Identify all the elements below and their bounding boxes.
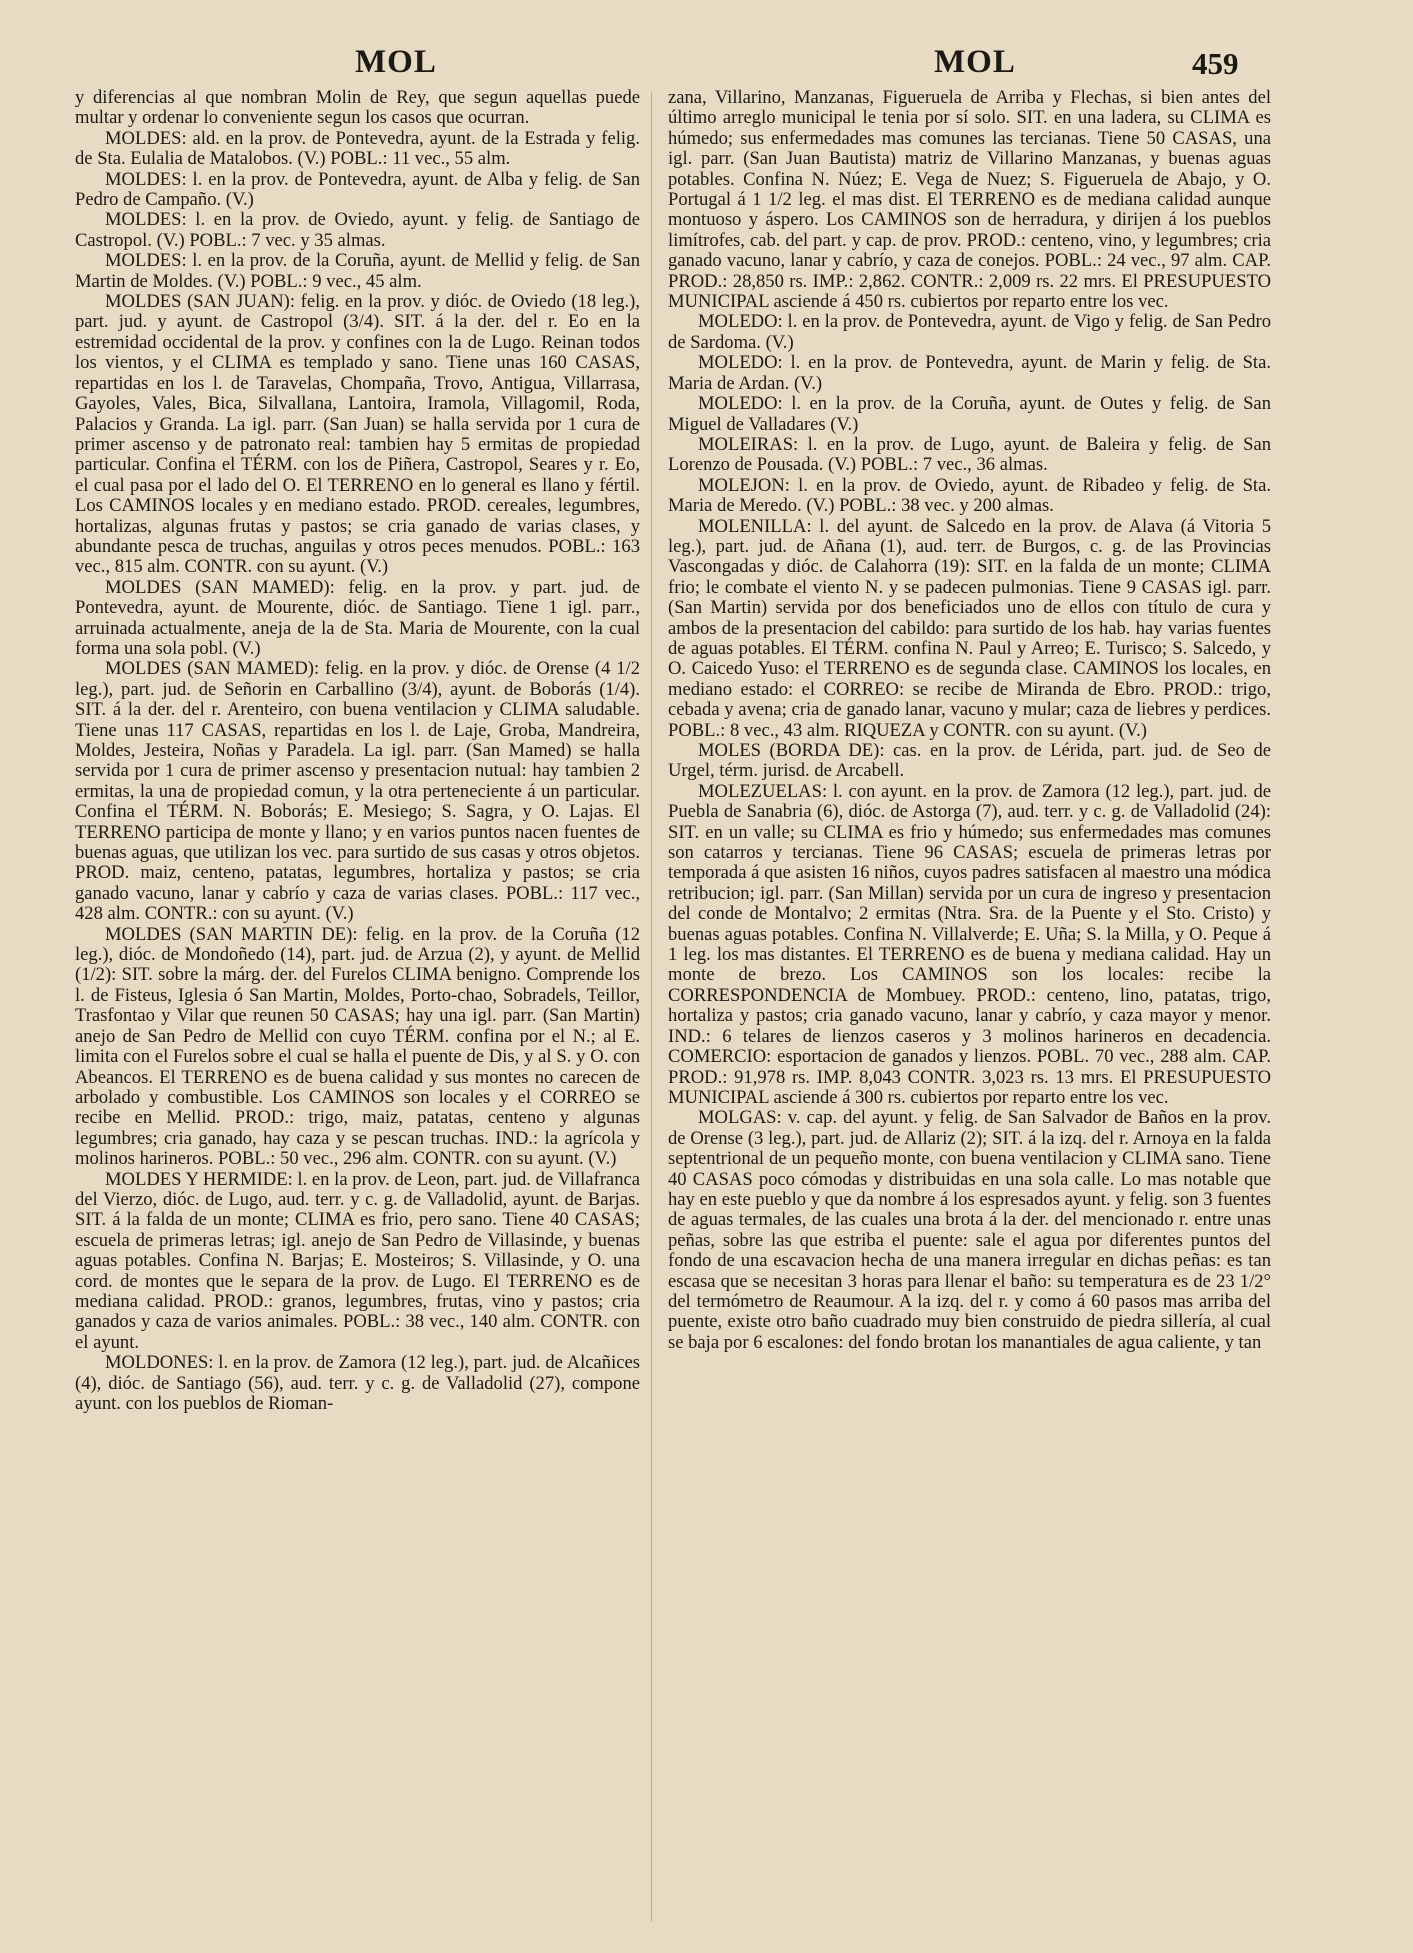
entry-paragraph: MOLEDO: l. en la prov. de Pontevedra, ayunt. de Marin y felig. de Sta. Maria de Ardan. (V.) <box>668 352 1271 394</box>
entry-paragraph: MOLENILLA: l. del ayunt. de Salcedo en la prov. de Alava (á Vitoria 5 leg.), part. jud. de Añana (1), aud. terr. de Burgos, c. g. de las Provincias Vascongadas y dióc. de Calahorra (19): SIT. en la falda de un monte; CLIMA frio; le combate el viento N. y se padecen pulmonias. Tiene 9 CASAS igl. parr. (San Martin) servida por dos beneficiados uno de ellos con título de cura y ambos de la presentacion del cabildo: para surtido de los hab. hay varias fuentes de aguas potables. El TÉRM. confina N. Paul y Arreo; E. Turisco; S. Salcedo, y O. Caicedo Yuso: el TERRENO es de segunda clase. CAMINOS los locales, en mediano estado: el CORREO: se recibe de Miranda de Ebro. PROD.: trigo, cebada y avena; cria de ganado lanar, vacuno y mular; caza de liebres y perdices. POBL.: 8 vec., 43 alm. RIQUEZA y CONTR. con su ayunt. (V.) <box>668 515 1271 741</box>
entry-paragraph: MOLGAS: v. cap. del ayunt. y felig. de San Salvador de Baños en la prov. de Orense (3 leg.), part. jud. de Allariz (2); SIT. á la izq. del r. Arnoya en la falda septentrional de un pequeño monte, con buena ventilacion y CLIMA sano. Tiene 40 CASAS poco cómodas y distribuidas en una sola calle. Lo mas notable que hay en este pueblo y que da nombre á los espresados ayunt. y felig. son 3 fuentes de aguas termales, de las cuales una brota á la der. del mencionado r. entre unas peñas, sobre las que estriba el puente: sale el agua por diferentes puntos del fondo de una escavacion hecha de una manera irregular en dichas peñas: es tan escasa que se necesitan 3 horas para llenar el baño: su temperatura es de 23 1/2° del termómetro de Reaumour. A la izq. del r. y como á 60 pasos mas arriba del puente, existe otro baño cuadrado muy bien construido de piedra sillería, al cual se baja por 6 escalones: del fondo brotan los manantiales de agua caliente, y tan <box>668 1107 1271 1353</box>
entry-paragraph: MOLDES (SAN MAMED): felig. en la prov. y part. jud. de Pontevedra, ayunt. de Mourente, dióc. de Santiago. Tiene 1 igl. parr., arruinada actualmente, aneja de la de Sta. Maria de Mourente, con la cual forma una sola pobl. (V.) <box>75 576 640 659</box>
entry-paragraph: MOLES (BORDA DE): cas. en la prov. de Lérida, part. jud. de Seo de Urgel, térm. jurisd. de Arcabell. <box>668 740 1271 782</box>
entry-paragraph: y diferencias al que nombran Molin de Rey, que segun aquellas puede multar y ordenar lo conveniente segun los casos que ocurran. <box>75 87 640 129</box>
entry-paragraph: MOLEZUELAS: l. con ayunt. en la prov. de Zamora (12 leg.), part. jud. de Puebla de Sanabria (6), dióc. de Astorga (7), aud. terr. y c. g. de Valladolid (24): SIT. en un valle; su CLIMA es frio y húmedo; sus enfermedades mas comunes son catarros y tercianas. Tiene 96 CASAS; escuela de primeras letras por temporada á que asisten 16 niños, cuyos padres satisfacen al maestro una módica retribucion; igl. parr. (San Millan) servida por un cura de ingreso y presentacion del conde de Montalvo; 2 ermitas (Ntra. Sra. de la Puente y el Sto. Cristo) y buenas aguas potables. Confina N. Villalverde; E. Uña; S. la Milla, y O. Peque á 1 leg. los mas distantes. El TERRENO es de buena y mediana calidad. Hay un monte de brezo. Los CAMINOS son los locales: recibe la CORRESPONDENCIA de Mombuey. PROD.: centeno, lino, patatas, trigo, hortaliza y pastos; cria ganado vacuno, lanar y cabrío, y caza mayor y menor. IND.: 6 telares de lienzos caseros y 3 molinos harineros en decadencia. COMERCIO: esportacion de ganados y lienzos. POBL. 70 vec., 288 alm. CAP. PROD.: 91,978 rs. IMP. 8,043 CONTR. 3,023 rs. 13 mrs. El PRESUPUESTO MUNICIPAL asciende á 300 rs. cubiertos por reparto entre los vec. <box>668 780 1271 1108</box>
entry-paragraph: zana, Villarino, Manzanas, Figueruela de Arriba y Flechas, si bien antes del último arreglo municipal le tenia por sí solo. SIT. en una ladera, su CLIMA es húmedo; sus enfermedades mas comunes las tercianas. Tiene 50 CASAS, una igl. parr. (San Juan Bautista) matriz de Villarino Manzanas, y buenas aguas potables. Confina N. Núez; E. Vega de Nuez; S. Figueruela de Abajo, y O. Portugal á 1 1/2 leg. el mas dist. El TERRENO es de mediana calidad aunque montuoso y áspero. Los CAMINOS son de herradura, y dirijen á los pueblos limítrofes, cab. del part. y cap. de prov. PROD.: centeno, vino, y legumbres; cria ganado vacuno, lanar y cabrío, y caza de conejos. POBL.: 24 vec., 97 alm. CAP. PROD.: 28,850 rs. IMP.: 2,862. CONTR.: 2,009 rs. 22 mrs. El PRESUPUESTO MUNICIPAL asciende á 450 rs. cubiertos por reparto entre los vec. <box>668 87 1271 313</box>
entry-paragraph: MOLDES: l. en la prov. de Oviedo, ayunt. y felig. de Santiago de Castropol. (V.) POBL.: 7 vec. y 35 almas. <box>75 209 640 251</box>
entry-paragraph: MOLEDO: l. en la prov. de Pontevedra, ayunt. de Vigo y felig. de San Pedro de Sardoma. (V.) <box>668 311 1271 353</box>
entry-paragraph: MOLEJON: l. en la prov. de Oviedo, ayunt. de Ribadeo y felig. de Sta. Maria de Meredo. (V.) POBL.: 38 vec. y 200 almas. <box>668 474 1271 517</box>
entry-paragraph: MOLDES Y HERMIDE: l. en la prov. de Leon, part. jud. de Villafranca del Vierzo, dióc. de Lugo, aud. terr. y c. g. de Valladolid, ayunt. de Barjas. SIT. á la falda de un monte; CLIMA es frio, pero sano. Tiene 40 CASAS; escuela de primeras letras; igl. anejo de San Pedro de Villasinde, y buenas aguas potables. Confina N. Barjas; E. Mosteiros; S. Villasinde, y O. una cord. de montes que le separa de la prov. de Lugo. El TERRENO es de mediana calidad. PROD.: granos, legumbres, frutas, vino y pastos; cria ganados y caza de varios animales. POBL.: 38 vec., 140 alm. CONTR. con el ayunt. <box>75 1168 640 1353</box>
entry-paragraph: MOLDES (SAN JUAN): felig. en la prov. y dióc. de Oviedo (18 leg.), part. jud. y ayunt. de Castropol (3/4). SIT. á la der. del r. Eo en la estremidad occidental de la prov. y confines con la de Lugo. Reinan todos los vientos, y el CLIMA es templado y sano. Tiene unas 160 CASAS, repartidas en los l. de Taravelas, Chompaña, Trovo, Antigua, Villarrasa, Gayoles, Vales, Bica, Silvallana, Lantoira, Iramola, Villagomil, Roda, Palacios y Granda. La igl. parr. (San Juan) se halla servida por 1 cura de primer ascenso y de patronato real: tambien hay 5 ermitas de propiedad particular. Confina el TÉRM. con los de Piñera, Castropol, Seares y r. Eo, el cual pasa por el lado del O. El TERRENO en lo general es llano y fértil. Los CAMINOS locales y en mediano estado. PROD. cereales, legumbres, hortalizas, algunas frutas y pastos; se cria ganado de varias clases, y abundante pesca de truchas, anguilas y otros peces menudos. POBL.: 163 vec., 815 alm. CONTR. con su ayunt. (V.) <box>75 291 640 578</box>
left-column <box>75 88 640 1414</box>
entry-paragraph: MOLEIRAS: l. en la prov. de Lugo, ayunt. de Baleira y felig. de San Lorenzo de Pousada. (V.) POBL.: 7 vec., 36 almas. <box>668 433 1271 476</box>
running-header-left: MOL <box>355 44 437 80</box>
entry-paragraph: MOLDONES: l. en la prov. de Zamora (12 leg.), part. jud. de Alcañices (4), dióc. de Santiago (56), aud. terr. y c. g. de Valladolid (27), compone ayunt. con los pueblos de Rioman- <box>75 1352 640 1414</box>
running-header-right: MOL <box>934 44 1016 80</box>
right-column <box>668 88 1271 1353</box>
entry-paragraph: MOLDES: l. en la prov. de la Coruña, ayunt. de Mellid y felig. de San Martin de Moldes. (V.) POBL.: 9 vec., 45 alm. <box>75 250 640 292</box>
entry-paragraph: MOLDES (SAN MAMED): felig. en la prov. y dióc. de Orense (4 1/2 leg.), part. jud. de Señorin en Carballino (3/4), ayunt. de Boborás (1/4). SIT. á la der. del r. Arenteiro, con buena ventilacion y CLIMA saludable. Tiene unas 117 CASAS, repartidas en los l. de Laje, Groba, Mandreira, Moldes, Jesteira, Noñas y Paradela. La igl. parr. (San Mamed) se halla servida por 1 cura de primer ascenso y presentacion nutual: hay tambien 2 ermitas, la una de propiedad comun, y la otra perteneciente á un particular. Confina el TÉRM. N. Boborás; E. Mesiego; S. Sagra, y O. Lajas. El TERRENO participa de monte y llano; y en varios puntos nacen fuentes de buenas aguas, que utilizan los vec. para surtido de sus casas y otros objetos. PROD. maiz, centeno, patatas, legumbres, hortaliza y pastos; se cria ganado vacuno, lanar y cabrío y caza de varias clases. POBL.: 117 vec., 428 alm. CONTR.: con su ayunt. (V.) <box>75 658 640 925</box>
entry-paragraph: MOLEDO: l. en la prov. de la Coruña, ayunt. de Outes y felig. de San Miguel de Valladares (V.) <box>668 393 1271 435</box>
page-number: 459 <box>1192 46 1239 81</box>
entry-paragraph: MOLDES: l. en la prov. de Pontevedra, ayunt. de Alba y felig. de San Pedro de Campaño. (V.) <box>75 168 640 211</box>
entry-paragraph: MOLDES (SAN MARTIN DE): felig. en la prov. de la Coruña (12 leg.), dióc. de Mondoñedo (14), part. jud. de Arzua (2), y ayunt. de Mellid (1/2): SIT. sobre la márg. der. del Furelos CLIMA benigno. Comprende los l. de Fisteus, Iglesia ó San Martin, Moldes, Porto-chao, Sobradels, Teillor, Trasfontao y Vilar que reunen 50 CASAS; hay una igl. parr. (San Martin) anejo de San Pedro de Mellid con cuyo TÉRM. confina por el N.; al E. limita con el Furelos sobre el cual se halla el puente de Dis, y al S. y O. con Abeancos. El TERRENO es de buena calidad y sus montes no carecen de arbolado y combustible. Los CAMINOS son locales y el CORREO se recibe en Mellid. PROD.: trigo, maiz, patatas, centeno y algunas legumbres; cria ganado, hay caza y se pescan truchas. IND.: la agrícola y molinos harineros. POBL.: 50 vec., 296 alm. CONTR. con su ayunt. (V.) <box>75 923 640 1170</box>
entry-paragraph: MOLDES: ald. en la prov. de Pontevedra, ayunt. de la Estrada y felig. de Sta. Eulalia de Matalobos. (V.) POBL.: 11 vec., 55 alm. <box>75 127 640 170</box>
column-divider <box>651 92 652 1922</box>
